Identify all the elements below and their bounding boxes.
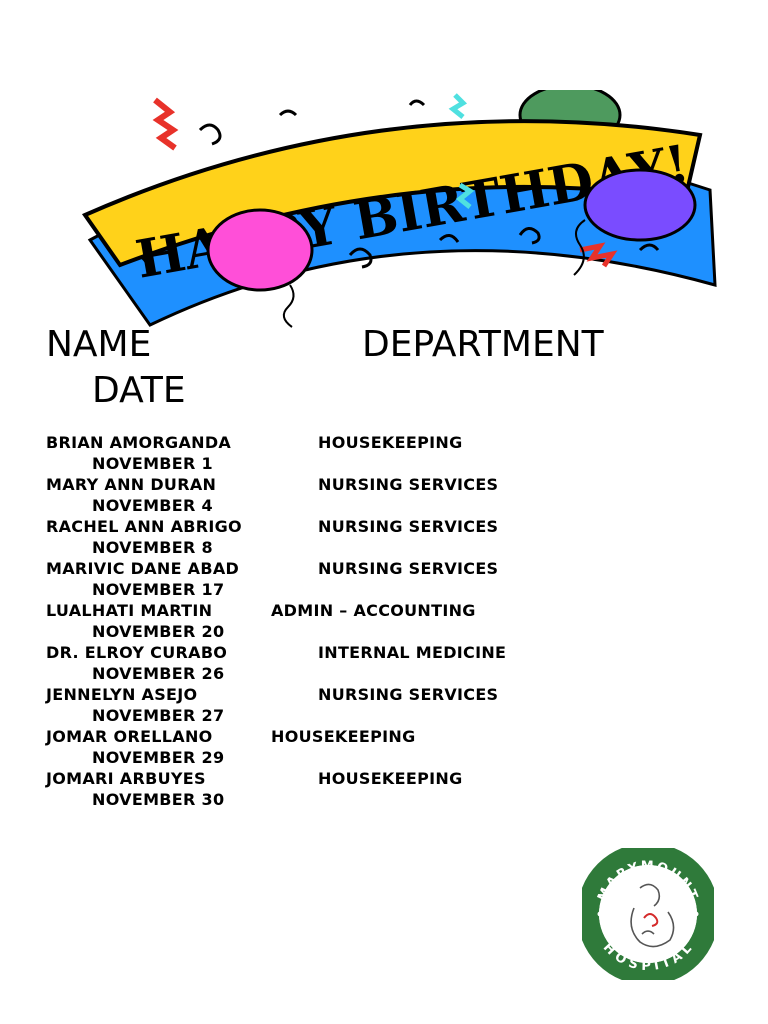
entry-name: JOMAR ORELLANO xyxy=(46,727,213,746)
list-item xyxy=(0,685,768,727)
entry-date: NOVEMBER 27 xyxy=(92,706,225,725)
list-item xyxy=(0,769,768,811)
entry-name: LUALHATI MARTIN xyxy=(46,601,213,620)
entry-department: NURSING SERVICES xyxy=(318,559,499,578)
entry-date: NOVEMBER 4 xyxy=(92,496,213,515)
entry-department: NURSING SERVICES xyxy=(318,685,499,704)
entry-date: NOVEMBER 30 xyxy=(92,790,225,809)
logo-bottom-text: HOSPITAL xyxy=(599,940,697,975)
banner-text: HAPPY BIRTHDAY! xyxy=(131,132,698,291)
entry-department: ADMIN – ACCOUNTING xyxy=(271,601,476,620)
list-item xyxy=(0,559,768,601)
header-date: DATE xyxy=(92,370,186,411)
list-item xyxy=(0,643,768,685)
entry-department: NURSING SERVICES xyxy=(318,475,499,494)
entry-department: HOUSEKEEPING xyxy=(318,769,463,788)
entry-date: NOVEMBER 1 xyxy=(92,454,213,473)
entry-department: NURSING SERVICES xyxy=(318,517,499,536)
list-item xyxy=(0,517,768,559)
entry-name: MARIVIC DANE ABAD xyxy=(46,559,240,578)
entry-name: BRIAN AMORGANDA xyxy=(46,433,232,452)
entry-name: JENNELYN ASEJO xyxy=(46,685,198,704)
entry-date: NOVEMBER 20 xyxy=(92,622,225,641)
entry-date: NOVEMBER 17 xyxy=(92,580,225,599)
list-item xyxy=(0,727,768,769)
birthday-list xyxy=(0,433,768,811)
list-item xyxy=(0,433,768,475)
entry-date: NOVEMBER 8 xyxy=(92,538,213,557)
logo-top-text: MARYMOUNT xyxy=(595,858,701,904)
list-item xyxy=(0,475,768,517)
entry-department: INTERNAL MEDICINE xyxy=(318,643,507,662)
happy-birthday-banner xyxy=(80,90,720,330)
red-streamer xyxy=(155,100,175,148)
list-item xyxy=(0,601,768,643)
pink-balloon xyxy=(208,210,312,290)
entry-department: HOUSEKEEPING xyxy=(271,727,416,746)
header-department: DEPARTMENT xyxy=(362,324,604,365)
entry-date: NOVEMBER 29 xyxy=(92,748,225,767)
entry-department: HOUSEKEEPING xyxy=(318,433,463,452)
cyan-streamer xyxy=(453,95,463,117)
entry-date: NOVEMBER 26 xyxy=(92,664,225,683)
header-name: NAME xyxy=(46,324,152,365)
entry-name: MARY ANN DURAN xyxy=(46,475,217,494)
entry-name: DR. ELROY CURABO xyxy=(46,643,228,662)
purple-balloon xyxy=(585,170,695,240)
hospital-logo xyxy=(582,848,714,980)
entry-name: JOMARI ARBUYES xyxy=(46,769,206,788)
entry-name: RACHEL ANN ABRIGO xyxy=(46,517,242,536)
